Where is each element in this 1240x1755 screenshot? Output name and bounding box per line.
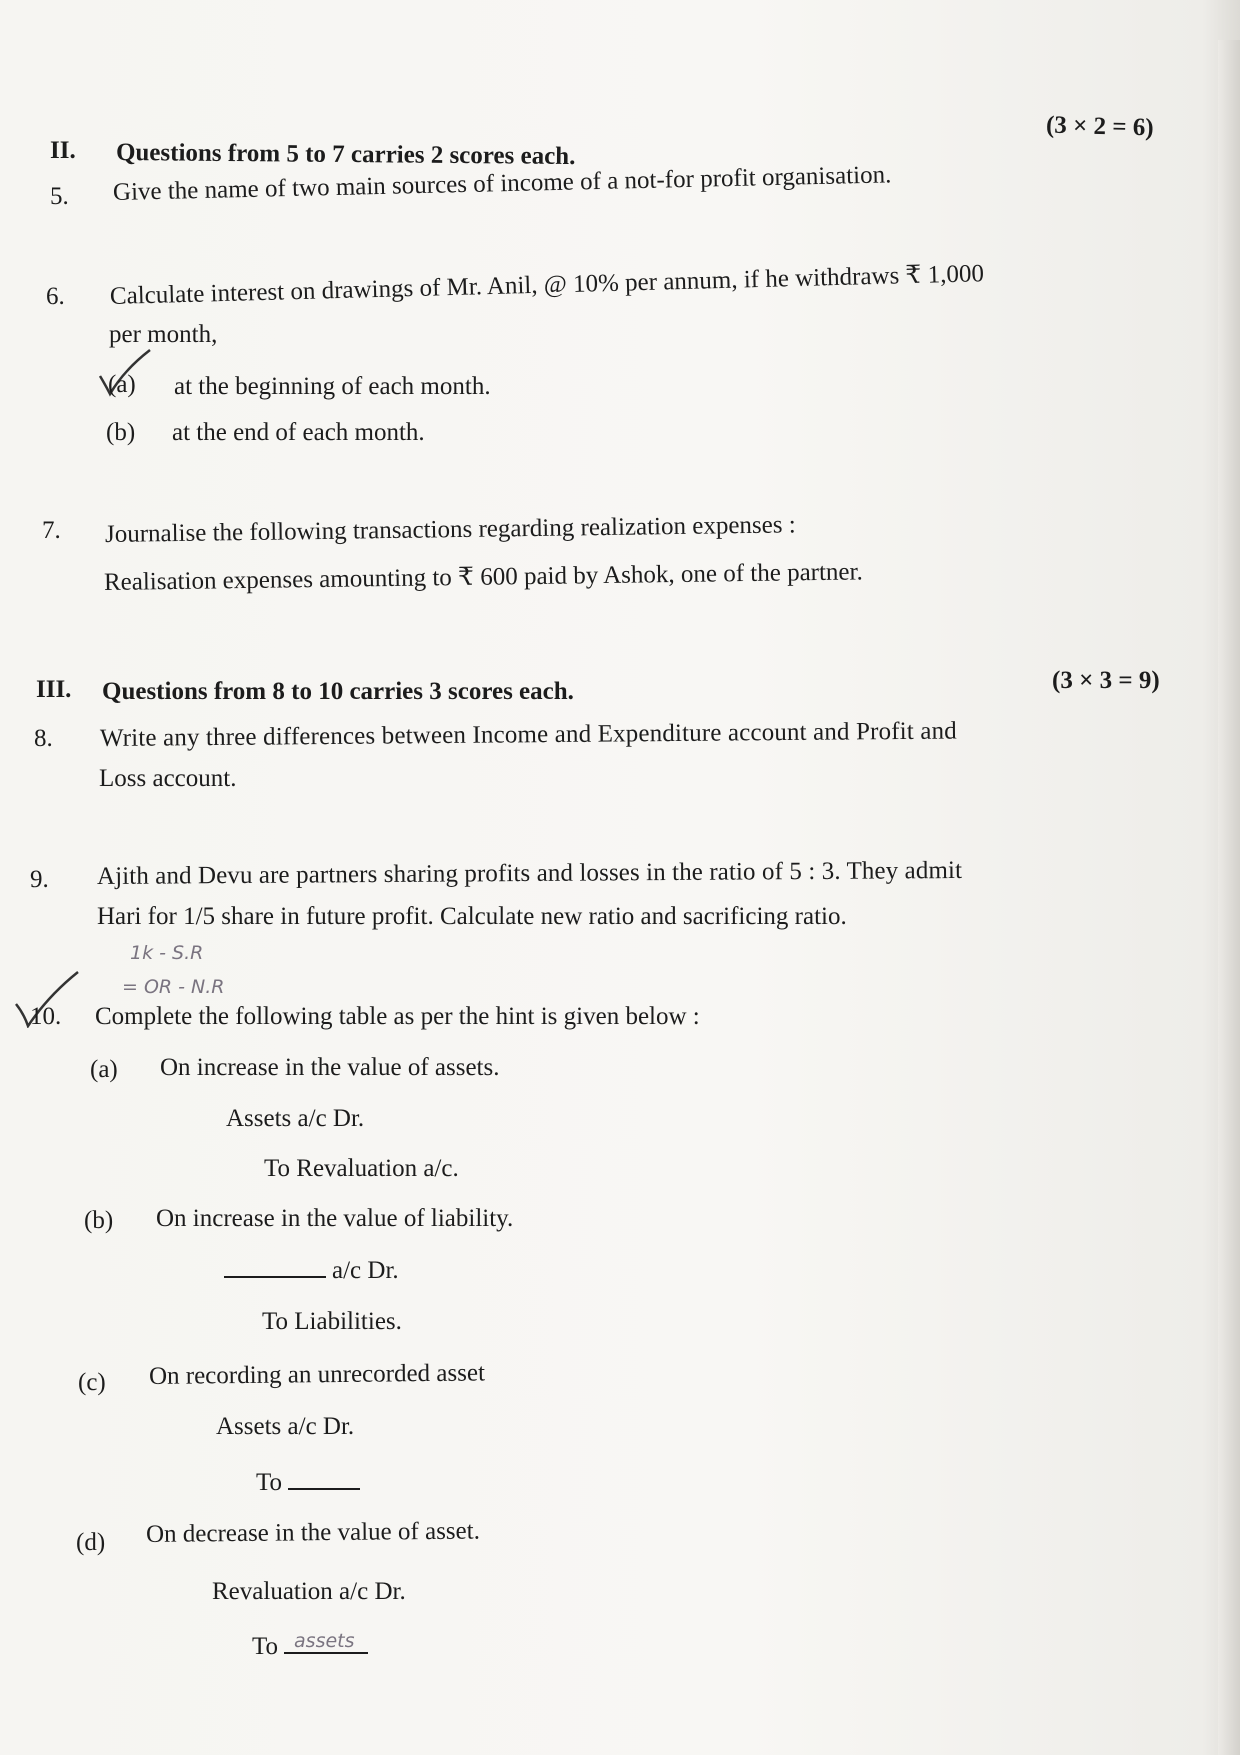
question-10-option-b-text: On increase in the value of liability.: [156, 1205, 514, 1232]
question-10-option-d-label: (d): [76, 1529, 106, 1556]
handwritten-note-2: = OR - N.R: [122, 976, 225, 998]
section-3-heading: Questions from 8 to 10 carries 3 scores each.: [102, 678, 574, 705]
question-10-number: 10.: [30, 1003, 62, 1030]
question-6-option-a-label: (a): [108, 371, 136, 398]
question-10-option-b-label: (b): [84, 1207, 114, 1234]
question-6-option-b-label: (b): [106, 419, 136, 446]
page-edge-shadow: [1218, 40, 1240, 1755]
handwritten-answer: assets: [294, 1630, 355, 1652]
question-10-option-a-debit: Assets a/c Dr.: [226, 1105, 365, 1132]
question-8-line-2: Loss account.: [99, 765, 237, 792]
question-10-option-b-debit: [224, 1256, 399, 1286]
question-5-number: 5.: [50, 183, 69, 210]
question-10-option-b-credit: To Liabilities.: [262, 1308, 402, 1335]
question-10-option-d-credit: [252, 1632, 368, 1662]
question-5-text: Give the name of two main sources of income of a not-for profit organisation.: [112, 161, 892, 206]
question-10-option-c-credit: [256, 1468, 360, 1498]
question-10-option-c-label: (c): [78, 1369, 106, 1396]
question-7-line-1: Journalise the following transactions regarding realization expenses :: [104, 511, 796, 548]
question-7-line-2: Realisation expenses amounting to ₹ 600 paid by Ashok, one of the partner.: [103, 558, 863, 596]
answer-blank[interactable]: [288, 1488, 360, 1490]
section-2-number: II.: [50, 137, 76, 164]
answer-blank[interactable]: [224, 1276, 326, 1278]
question-7-number: 7.: [42, 517, 61, 544]
question-10-option-c-debit: Assets a/c Dr.: [216, 1413, 355, 1440]
question-6-option-a-text: at the beginning of each month.: [174, 373, 491, 400]
question-6-number: 6.: [46, 283, 65, 310]
question-6-line-2: per month,: [109, 321, 218, 348]
section-2-marks: (3 × 2 = 6): [1045, 111, 1155, 142]
handwritten-note-1: 1k - S.R: [130, 942, 204, 964]
question-10-option-a-text: On increase in the value of assets.: [160, 1054, 500, 1081]
section-2-heading: Questions from 5 to 7 carries 2 scores each.: [115, 138, 576, 171]
question-10-option-d-text: On decrease in the value of asset.: [145, 1517, 481, 1548]
question-6-line-1: Calculate interest on drawings of Mr. Anil, @ 10% per annum, if he withdraws ₹ 1,000: [109, 260, 985, 310]
question-9-line-1: Ajith and Devu are partners sharing profits and losses in the ratio of 5 : 3. They admit: [96, 856, 963, 890]
question-10-option-c-text: On recording an unrecorded asset: [148, 1359, 486, 1390]
question-10-option-d-credit-text: To: [252, 1633, 279, 1660]
question-10-option-d-debit: Revaluation a/c Dr.: [212, 1578, 406, 1605]
question-10-option-c-credit-text: To: [256, 1469, 283, 1496]
question-9-number: 9.: [30, 866, 49, 893]
answer-blank[interactable]: [284, 1630, 368, 1654]
section-3-number: III.: [36, 676, 72, 703]
question-6-option-b-text: at the end of each month.: [172, 419, 425, 446]
question-8-line-1: Write any three differences between Income and Expenditure account and Profit and: [99, 717, 957, 752]
question-10-option-a-label: (a): [90, 1056, 118, 1083]
question-8-number: 8.: [34, 725, 53, 752]
question-10-text: Complete the following table as per the hint is given below :: [95, 1003, 700, 1030]
question-10-option-b-debit-text: a/c Dr.: [332, 1257, 399, 1284]
question-9-line-2: Hari for 1/5 share in future profit. Calculate new ratio and sacrificing ratio.: [97, 903, 847, 930]
question-10-option-a-credit: To Revaluation a/c.: [264, 1155, 459, 1182]
section-3-marks: (3 × 3 = 9): [1052, 667, 1160, 694]
